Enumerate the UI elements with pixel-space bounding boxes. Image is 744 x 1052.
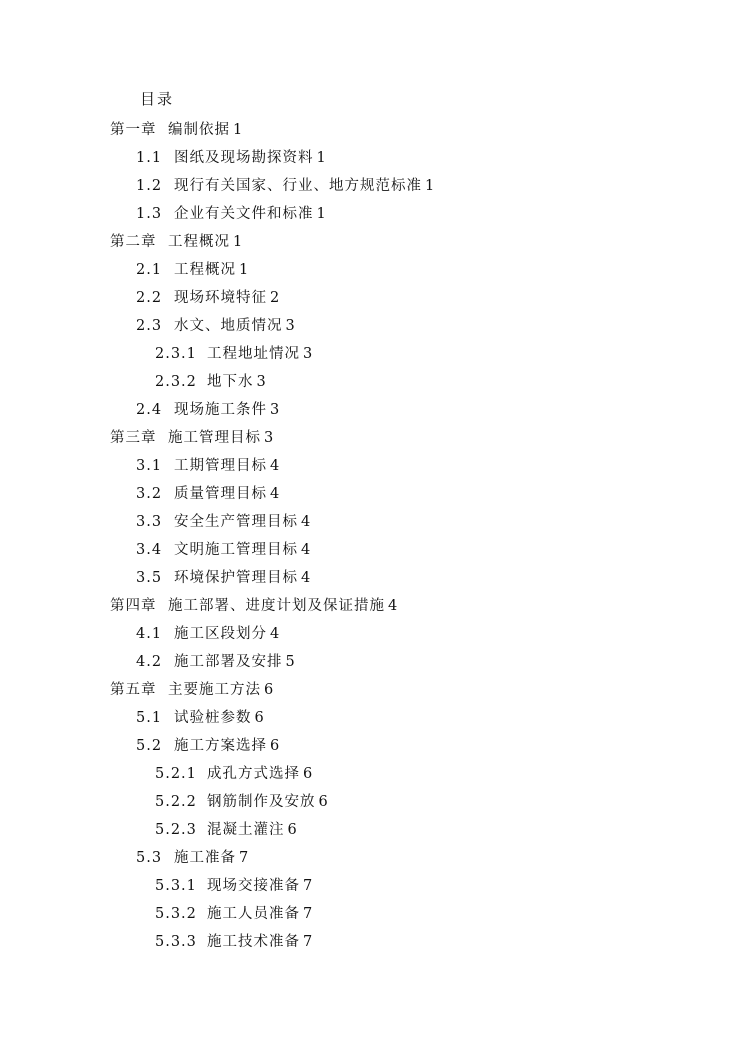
- toc-entry-number: 5.3: [136, 850, 163, 866]
- toc-entry-number: 3.3: [136, 514, 163, 530]
- toc-entry: [0, 284, 744, 312]
- toc-list: [0, 116, 744, 956]
- toc-entry-number: 3.2: [136, 486, 163, 502]
- toc-entry-page-number: 4: [388, 598, 399, 614]
- toc-entry-number: 3.1: [136, 458, 163, 474]
- toc-entry-page-number: 4: [270, 486, 281, 502]
- toc-entry-number: 5.3.1: [155, 878, 197, 894]
- toc-entry-page-number: 7: [303, 934, 314, 950]
- toc-entry-page-number: 4: [270, 458, 281, 474]
- toc-entry-title: 安全生产管理目标: [174, 514, 298, 530]
- toc-entry-page-number: 1: [239, 262, 250, 278]
- toc-entry-number: 2.3: [136, 318, 163, 334]
- toc-entry: [0, 648, 744, 676]
- toc-entry: [0, 116, 744, 144]
- toc-entry-page-number: 7: [239, 850, 250, 866]
- toc-entry-title: 工程地址情况: [207, 346, 300, 362]
- toc-entry-page-number: 4: [301, 542, 312, 558]
- toc-entry-title: 现场交接准备: [207, 878, 300, 894]
- toc-entry-title: 钢筋制作及安放: [207, 794, 316, 810]
- toc-entry-title: 质量管理目标: [174, 486, 267, 502]
- toc-entry: [0, 312, 744, 340]
- toc-entry-page-number: 6: [303, 766, 314, 782]
- toc-entry-page-number: 6: [254, 710, 265, 726]
- toc-entry: [0, 900, 744, 928]
- toc-entry-page-number: 5: [285, 654, 296, 670]
- toc-entry: [0, 396, 744, 424]
- toc-entry-page-number: 2: [270, 290, 281, 306]
- toc-entry-number: 第四章: [110, 598, 157, 614]
- toc-entry-number: 第五章: [110, 682, 157, 698]
- toc-entry-title: 成孔方式选择: [207, 766, 300, 782]
- toc-entry-number: 4.2: [136, 654, 163, 670]
- toc-entry-number: 3.4: [136, 542, 163, 558]
- toc-entry-title: 现场环境特征: [174, 290, 267, 306]
- toc-entry-page-number: 1: [425, 178, 436, 194]
- toc-entry-page-number: 3: [285, 318, 296, 334]
- toc-entry-title: 水文、地质情况: [174, 318, 283, 334]
- toc-entry-number: 2.1: [136, 262, 163, 278]
- toc-entry-number: 3.5: [136, 570, 163, 586]
- toc-entry-number: 5.3.2: [155, 906, 197, 922]
- toc-entry: [0, 340, 744, 368]
- toc-entry-number: 2.4: [136, 402, 163, 418]
- toc-entry-number: 5.3.3: [155, 934, 197, 950]
- toc-entry: [0, 368, 744, 396]
- toc-entry-title: 工程概况: [174, 262, 236, 278]
- toc-entry-number: 2.3.2: [155, 374, 197, 390]
- toc-entry-title: 施工管理目标: [168, 430, 261, 446]
- toc-entry-title: 现场施工条件: [174, 402, 267, 418]
- toc-entry: [0, 172, 744, 200]
- toc-entry-number: 5.1: [136, 710, 163, 726]
- toc-entry-number: 5.2.2: [155, 794, 197, 810]
- toc-entry-page-number: 1: [233, 122, 244, 138]
- toc-entry: [0, 676, 744, 704]
- toc-entry: [0, 928, 744, 956]
- toc-entry: [0, 844, 744, 872]
- toc-entry: [0, 704, 744, 732]
- toc-entry: [0, 200, 744, 228]
- toc-entry-title: 现行有关国家、行业、地方规范标准: [174, 178, 422, 194]
- toc-entry-page-number: 7: [303, 906, 314, 922]
- toc-entry-number: 5.2: [136, 738, 163, 754]
- toc-entry: [0, 732, 744, 760]
- toc-entry-title: 施工区段划分: [174, 626, 267, 642]
- toc-entry-page-number: 6: [287, 822, 298, 838]
- toc-entry: [0, 816, 744, 844]
- toc-entry: [0, 760, 744, 788]
- toc-entry-page-number: 3: [256, 374, 267, 390]
- toc-entry-page-number: 4: [270, 626, 281, 642]
- toc-entry: [0, 620, 744, 648]
- toc-entry-number: 第二章: [110, 234, 157, 250]
- toc-entry: [0, 424, 744, 452]
- toc-entry-title: 主要施工方法: [168, 682, 261, 698]
- toc-entry-page-number: 3: [264, 430, 275, 446]
- toc-entry-number: 第一章: [110, 122, 157, 138]
- toc-entry-page-number: 1: [233, 234, 244, 250]
- toc-entry-title: 混凝土灌注: [207, 822, 285, 838]
- toc-entry-number: 1.3: [136, 206, 163, 222]
- toc-entry-title: 工期管理目标: [174, 458, 267, 474]
- toc-entry-title: 编制依据: [168, 122, 230, 138]
- toc-entry: [0, 872, 744, 900]
- toc-entry-title: 施工部署、进度计划及保证措施: [168, 598, 385, 614]
- toc-entry-page-number: 4: [301, 514, 312, 530]
- toc-entry-title: 工程概况: [168, 234, 230, 250]
- toc-entry-number: 4.1: [136, 626, 163, 642]
- toc-entry-page-number: 1: [316, 150, 327, 166]
- toc-entry: [0, 256, 744, 284]
- toc-entry-title: 施工部署及安排: [174, 654, 283, 670]
- toc-entry-number: 1.2: [136, 178, 163, 194]
- toc-entry-number: 2.2: [136, 290, 163, 306]
- toc-title: 目录: [140, 90, 175, 108]
- toc-entry-title: 试验桩参数: [174, 710, 252, 726]
- toc-entry-page-number: 7: [303, 878, 314, 894]
- toc-entry-number: 1.1: [136, 150, 163, 166]
- toc-entry: [0, 508, 744, 536]
- toc-entry-title: 施工技术准备: [207, 934, 300, 950]
- toc-entry: [0, 564, 744, 592]
- toc-entry-title: 地下水: [207, 374, 254, 390]
- toc-entry: [0, 480, 744, 508]
- toc-entry-number: 5.2.1: [155, 766, 197, 782]
- toc-entry-page-number: 3: [270, 402, 281, 418]
- toc-entry-title: 企业有关文件和标准: [174, 206, 314, 222]
- toc-entry-number: 2.3.1: [155, 346, 197, 362]
- toc-entry-number: 第三章: [110, 430, 157, 446]
- toc-entry-title: 文明施工管理目标: [174, 542, 298, 558]
- toc-entry-number: 5.2.3: [155, 822, 197, 838]
- toc-entry-title: 施工方案选择: [174, 738, 267, 754]
- toc-entry: [0, 592, 744, 620]
- toc-entry-page-number: 3: [303, 346, 314, 362]
- toc-entry: [0, 228, 744, 256]
- toc-entry: [0, 788, 744, 816]
- toc-entry-page-number: 1: [316, 206, 327, 222]
- toc-entry-title: 环境保护管理目标: [174, 570, 298, 586]
- toc-entry-title: 图纸及现场勘探资料: [174, 150, 314, 166]
- toc-entry-title: 施工人员准备: [207, 906, 300, 922]
- toc-entry: [0, 144, 744, 172]
- toc-entry-page-number: 6: [264, 682, 275, 698]
- toc-entry-page-number: 6: [270, 738, 281, 754]
- toc-entry-title: 施工准备: [174, 850, 236, 866]
- toc-entry-page-number: 4: [301, 570, 312, 586]
- toc-entry: [0, 452, 744, 480]
- toc-entry-page-number: 6: [318, 794, 329, 810]
- toc-entry: [0, 536, 744, 564]
